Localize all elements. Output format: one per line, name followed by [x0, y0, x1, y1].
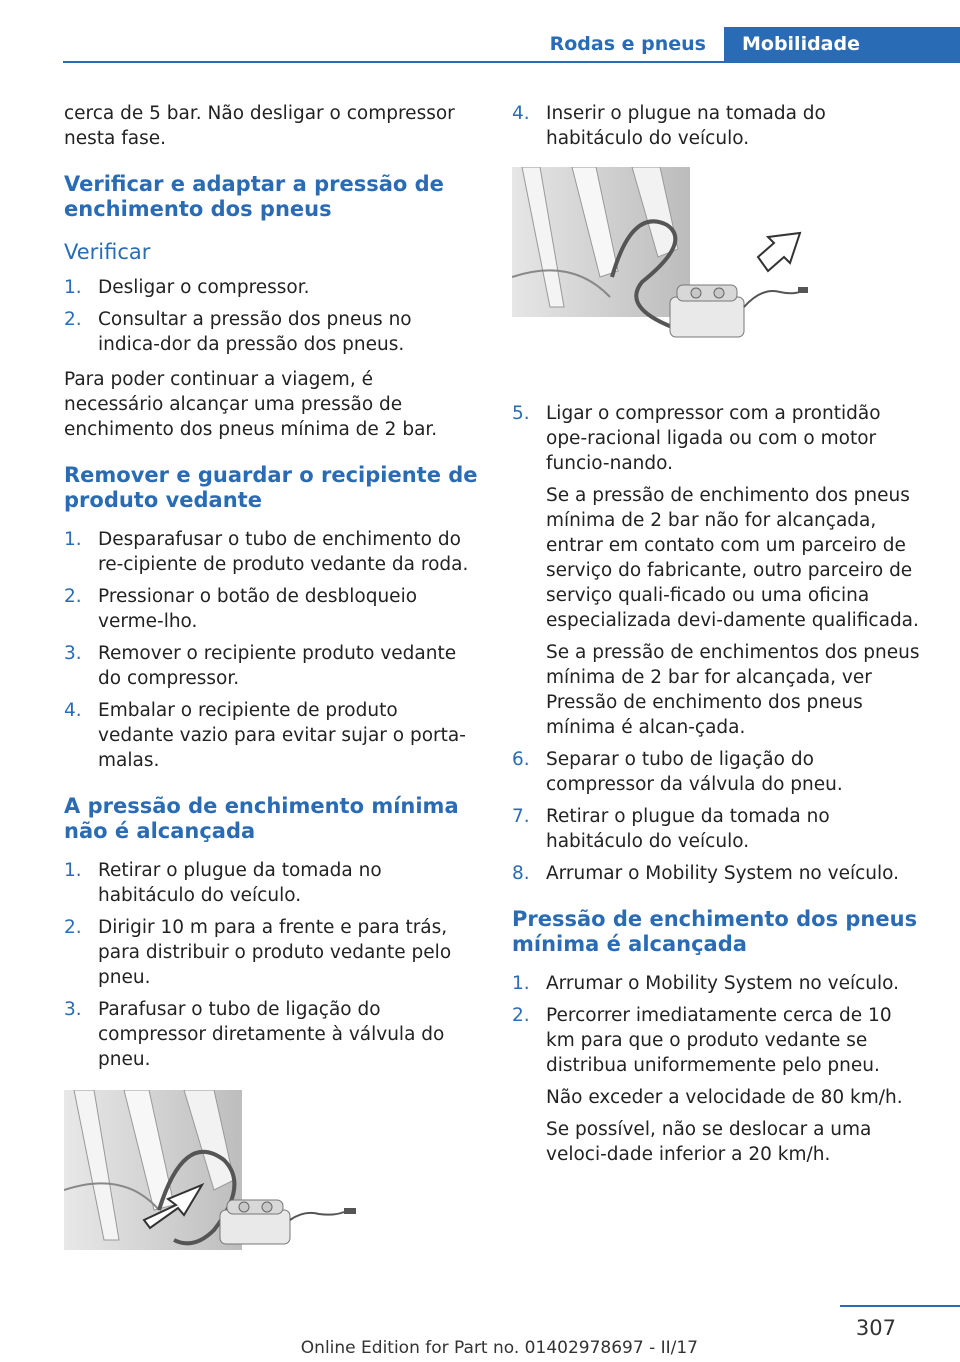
step-note: Se a pressão de enchimentos dos pneus mínima de 2 bar for alcançada, ver Pressão de enchimento dos pneus mínima é alcan-çada.	[546, 642, 920, 738]
page-number: 307	[855, 1316, 896, 1340]
step-number: 7.	[512, 806, 530, 827]
step-text: Dirigir 10 m para a frente e para trás, para distribuir o produto vedante pelo pneu.	[98, 917, 452, 988]
step-number: 1.	[512, 973, 530, 994]
step-text: Ligar o compressor com a prontidão ope-racional ligada ou com o motor funcio-nando.	[546, 403, 881, 474]
not-reached-steps	[64, 858, 478, 1072]
step-text: Arrumar o Mobility System no veículo.	[546, 863, 900, 884]
reached-steps	[512, 971, 926, 1167]
list-item	[512, 971, 926, 996]
list-item	[512, 1003, 926, 1167]
left-column	[64, 101, 478, 1250]
list-item	[512, 861, 926, 886]
page-header	[530, 27, 960, 61]
step-note: Não exceder a velocidade de 80 km/h.	[546, 1087, 903, 1108]
list-item	[64, 641, 478, 691]
step-text: Remover o recipiente produto vedante do compressor.	[98, 643, 457, 689]
step-number: 4.	[512, 103, 530, 124]
edition-note: Online Edition for Part no. 01402978697 - II/17	[300, 1338, 698, 1358]
heading-reached: Pressão de enchimento dos pneus mínima é alcançada	[512, 907, 918, 956]
compressor-plug-illustration	[512, 167, 812, 367]
step-text: Consultar a pressão dos pneus no indica-dor da pressão dos pneus.	[98, 309, 412, 355]
intro-paragraph: cerca de 5 bar. Não desligar o compressor nesta fase.	[64, 103, 455, 149]
step-number: 3.	[64, 999, 82, 1020]
list-item	[64, 698, 478, 773]
heading-check-adapt: Verificar e adaptar a pressão de enchimento dos pneus	[64, 172, 444, 221]
step-number: 6.	[512, 749, 530, 770]
step-number: 2.	[512, 1005, 530, 1026]
step-text: Retirar o plugue da tomada no habitáculo do veículo.	[98, 860, 382, 906]
heading-not-reached: A pressão de enchimento mínima não é alcançada	[64, 794, 459, 843]
step-text: Percorrer imediatamente cerca de 10 km para que o produto vedante se distribua uniformemente pelo pneu.	[546, 1005, 892, 1076]
chapter-tab[interactable]: Mobilidade	[724, 27, 960, 61]
remove-steps	[64, 527, 478, 773]
list-item	[512, 101, 926, 151]
list-item	[512, 804, 926, 854]
step-text: Retirar o plugue da tomada no habitáculo do veículo.	[546, 806, 830, 852]
section-tab[interactable]: Rodas e pneus	[549, 33, 706, 55]
step-text: Arrumar o Mobility System no veículo.	[546, 973, 900, 994]
step-number: 1.	[64, 529, 82, 550]
step-note: Se possível, não se deslocar a uma veloci-dade inferior a 20 km/h.	[546, 1119, 872, 1165]
step-number: 1.	[64, 860, 82, 881]
step-text: Separar o tubo de ligação do compressor da válvula do pneu.	[546, 749, 843, 795]
step-note: Se a pressão de enchimento dos pneus mínima de 2 bar não for alcançada, entrar em contato com um parceiro de serviço do fabricante, outro parceiro de serviço quali-ficado ou uma oficina especializada devi-damente qualificada.	[546, 485, 919, 631]
step-text: Desligar o compressor.	[98, 277, 310, 298]
heading-check: Verificar	[64, 240, 151, 264]
footer-rule	[840, 1305, 960, 1307]
plug-steps	[512, 101, 926, 151]
compressor-valve-illustration	[64, 1090, 364, 1250]
step-number: 2.	[64, 917, 82, 938]
step-number: 1.	[64, 277, 82, 298]
step-number: 2.	[64, 309, 82, 330]
list-item	[64, 997, 478, 1072]
list-item	[64, 915, 478, 990]
list-item	[512, 747, 926, 797]
list-item	[64, 307, 478, 357]
list-item	[512, 401, 926, 740]
list-item	[64, 584, 478, 634]
list-item	[64, 527, 478, 577]
step-text: Pressionar o botão de desbloqueio verme-lho.	[98, 586, 418, 632]
heading-remove: Remover e guardar o recipiente de produto vedante	[64, 463, 478, 512]
list-item	[64, 858, 478, 908]
step-number: 2.	[64, 586, 82, 607]
step-text: Embalar o recipiente de produto vedante vazio para evitar sujar o porta-malas.	[98, 700, 466, 771]
header-rule	[63, 61, 960, 63]
step-text: Inserir o plugue na tomada do habitáculo do veículo.	[546, 103, 826, 149]
step-number: 8.	[512, 863, 530, 884]
step-text: Desparafusar o tubo de enchimento do re-cipiente de produto vedante da roda.	[98, 529, 469, 575]
step-number: 3.	[64, 643, 82, 664]
list-item	[64, 275, 478, 300]
compressor-steps	[512, 401, 926, 886]
step-number: 4.	[64, 700, 82, 721]
step-number: 5.	[512, 403, 530, 424]
check-paragraph: Para poder continuar a viagem, é necessário alcançar uma pressão de enchimento dos pneus mínima de 2 bar.	[64, 369, 438, 440]
step-text: Parafusar o tubo de ligação do compressor diretamente à válvula do pneu.	[98, 999, 445, 1070]
check-steps	[64, 275, 478, 357]
right-column	[512, 101, 926, 1177]
